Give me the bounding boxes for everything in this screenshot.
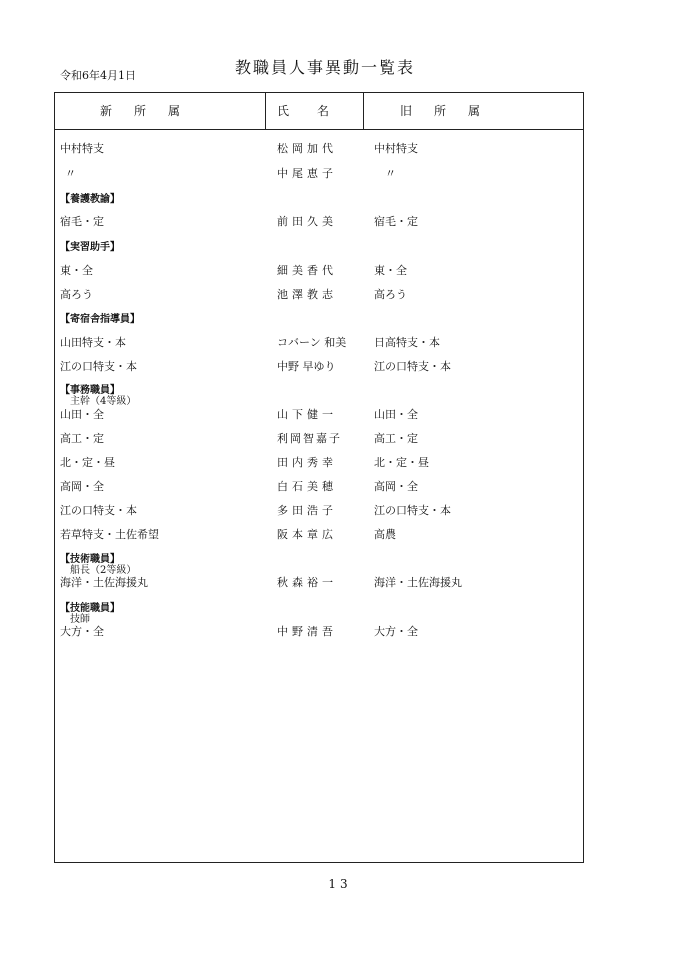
name-cell: 白石美穂 [277, 480, 337, 493]
name-cell: 松岡加代 [277, 142, 337, 155]
header-old-dept: 旧所属 [400, 104, 503, 118]
name-cell: コバーン 和美 [277, 336, 347, 349]
new-dept-cell: 江の口特支・本 [60, 504, 137, 517]
new-dept-cell: 高工・定 [60, 432, 104, 445]
old-dept-cell: 高岡・全 [374, 480, 418, 493]
section-sublabel: 船長（2等級） [70, 565, 137, 576]
page-number: 13 [328, 877, 352, 891]
header-name: 氏名 [277, 104, 358, 118]
old-dept-cell: 大方・全 [374, 625, 418, 638]
new-dept-cell: 東・全 [60, 264, 93, 277]
new-dept-cell: 江の口特支・本 [60, 360, 137, 373]
old-dept-cell: 中村特支 [374, 142, 418, 155]
header-new-dept: 新所属 [100, 104, 203, 118]
section-sublabel: 技師 [70, 614, 90, 625]
new-dept-cell: 若草特支・土佐希望 [60, 528, 159, 541]
page-title: 教職員人事異動一覧表 [235, 58, 416, 77]
old-dept-cell: 高ろう [374, 288, 407, 301]
table-header [55, 93, 583, 130]
name-cell: 前田久美 [277, 215, 337, 228]
old-dept-cell: 江の口特支・本 [374, 360, 451, 373]
section-label: 【技術職員】 [60, 554, 120, 565]
new-dept-cell: 北・定・昼 [60, 456, 115, 469]
old-dept-cell: 高農 [374, 528, 396, 541]
name-cell: 池澤教志 [277, 288, 337, 301]
section-sublabel: 主幹（4等級） [70, 396, 137, 407]
old-dept-cell: 江の口特支・本 [374, 504, 451, 517]
old-dept-cell: 北・定・昼 [374, 456, 429, 469]
old-dept-cell: 〃 [385, 167, 396, 180]
name-cell: 多田浩子 [277, 504, 337, 517]
old-dept-cell: 山田・全 [374, 408, 418, 421]
old-dept-cell: 東・全 [374, 264, 407, 277]
new-dept-cell: 高岡・全 [60, 480, 104, 493]
name-cell: 山下健一 [277, 408, 337, 421]
personnel-table [54, 92, 584, 863]
new-dept-cell: 山田特支・本 [60, 336, 126, 349]
old-dept-cell: 日高特支・本 [374, 336, 440, 349]
name-cell: 中野清吾 [277, 625, 337, 638]
section-label: 【寄宿舎指導員】 [60, 314, 140, 325]
section-label: 【事務職員】 [60, 385, 120, 396]
date: 令和6年4月1日 [60, 69, 136, 82]
name-cell: 中野 早ゆり [277, 360, 336, 373]
header-divider [265, 93, 266, 129]
name-cell: 阪本章広 [277, 528, 337, 541]
new-dept-cell: 宿毛・定 [60, 215, 104, 228]
name-cell: 秋森裕一 [277, 576, 337, 589]
new-dept-cell: 高ろう [60, 288, 93, 301]
section-label: 【技能職員】 [60, 603, 120, 614]
name-cell: 細美香代 [277, 264, 337, 277]
new-dept-cell: 海洋・土佐海援丸 [60, 576, 148, 589]
new-dept-cell: 中村特支 [60, 142, 104, 155]
name-cell: 田内秀幸 [277, 456, 337, 469]
section-label: 【養護教諭】 [60, 194, 120, 205]
section-label: 【実習助手】 [60, 242, 120, 253]
name-cell: 利岡智嘉子 [277, 432, 342, 445]
name-cell: 中尾恵子 [277, 167, 337, 180]
header-divider [363, 93, 364, 129]
old-dept-cell: 高工・定 [374, 432, 418, 445]
new-dept-cell: 山田・全 [60, 408, 104, 421]
old-dept-cell: 海洋・土佐海援丸 [374, 576, 462, 589]
new-dept-cell: 大方・全 [60, 625, 104, 638]
old-dept-cell: 宿毛・定 [374, 215, 418, 228]
new-dept-cell: 〃 [65, 167, 76, 180]
